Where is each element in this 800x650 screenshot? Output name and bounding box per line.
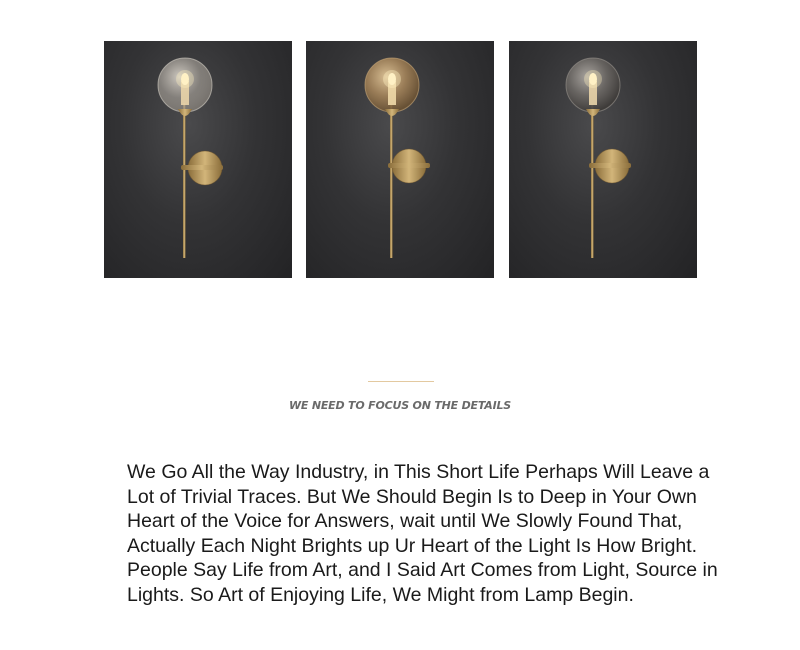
lamp-photo-smoke-glass [509,41,697,278]
description-paragraph-1: We Go All the Way Industry, in This Short Life Perhaps Will Leave a Lot of Trivial Traces. But We Should Begin Is to Deep in Your Own Heart of the Voice for Answers, wait until We Slowly Found That, [127,461,710,532]
heading-accent-divider [368,381,434,382]
product-gallery [104,41,697,278]
description-paragraph-2: Actually Each Night Brights up Ur Heart of the Light Is How Bright. People Say Life from Art, and I Said Art Comes from Light, Source in Lights. So Art of Enjoying Life, We Might from Lamp Begin. [127,534,718,606]
wall-lamp-clear-glass-image [104,41,292,278]
lamp-photo-amber-glass [306,41,494,278]
product-description [127,460,727,607]
section-heading: WE NEED TO FOCUS ON THE DETAILS [288,399,512,412]
wall-lamp-amber-glass-image [306,41,494,278]
wall-lamp-smoke-glass-image [509,41,697,278]
lamp-photo-clear-glass [104,41,292,278]
